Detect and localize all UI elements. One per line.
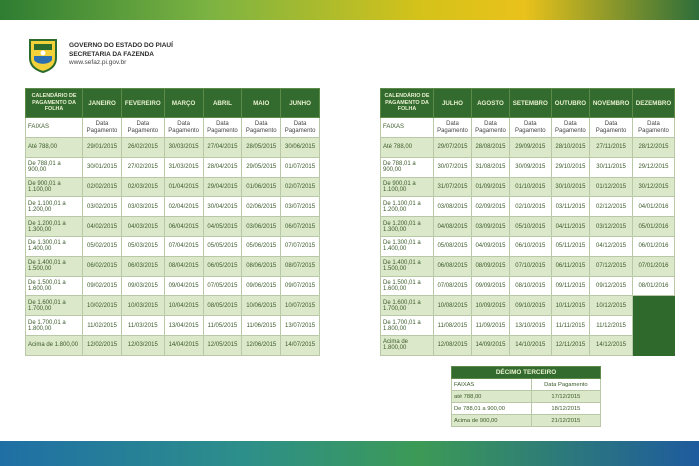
month-header: JULHO — [433, 89, 471, 118]
decimo-terceiro-table — [451, 366, 601, 427]
payment-date: 01/04/2015 — [164, 177, 203, 197]
faixas-header: FAIXAS — [381, 118, 434, 138]
payment-date: 14/12/2015 — [590, 335, 633, 355]
salary-range: Acima de 1.800,00 — [381, 335, 434, 355]
month-header: JUNHO — [281, 89, 320, 118]
calendar-title: CALENDÁRIO DE PAGAMENTO DA FOLHA — [381, 89, 434, 118]
payment-date: 09/07/2015 — [281, 276, 320, 296]
payment-date: 29/12/2015 — [632, 157, 674, 177]
payment-calendar-jul-dec — [380, 88, 675, 356]
payment-date: 11/05/2015 — [203, 316, 242, 336]
payment-date: 09/02/2015 — [83, 276, 122, 296]
website-url: www.sefaz.pi.gov.br — [69, 59, 127, 66]
payment-date: 10/06/2015 — [242, 296, 281, 316]
top-color-band — [0, 0, 699, 20]
table-row — [381, 335, 675, 355]
payment-date: 31/03/2015 — [164, 157, 203, 177]
month-header: JANEIRO — [83, 89, 122, 118]
payment-date: 26/02/2015 — [121, 138, 164, 158]
table-row — [26, 157, 320, 177]
table-row — [26, 296, 320, 316]
date-column-header: Data Pagamento — [281, 118, 320, 138]
salary-range: De 1.100,01 a 1.200,00 — [26, 197, 83, 217]
table-row — [381, 138, 675, 158]
table-row — [381, 276, 675, 296]
table-row — [381, 296, 675, 316]
decimo-faixa: até 788,00 — [452, 391, 532, 403]
payment-date: 10/11/2015 — [551, 296, 590, 316]
payment-date: 27/11/2015 — [590, 138, 633, 158]
payment-date: 28/10/2015 — [551, 138, 590, 158]
payment-date: 29/10/2015 — [551, 157, 590, 177]
payment-date: 07/12/2015 — [590, 256, 633, 276]
payment-date: 01/10/2015 — [509, 177, 551, 197]
payment-date: 04/03/2015 — [121, 217, 164, 237]
month-header: ABRIL — [203, 89, 242, 118]
payment-date: 29/05/2015 — [242, 157, 281, 177]
payment-date: 08/01/2016 — [632, 276, 674, 296]
payment-date: 05/11/2015 — [551, 236, 590, 256]
table-row — [26, 217, 320, 237]
table-row — [381, 217, 675, 237]
payment-date: 06/02/2015 — [83, 256, 122, 276]
salary-range: De 788,01 a 900,00 — [381, 157, 434, 177]
payment-date: 05/05/2015 — [203, 236, 242, 256]
payment-date: 30/04/2015 — [203, 197, 242, 217]
payment-date: 02/02/2015 — [83, 177, 122, 197]
payment-date: 03/07/2015 — [281, 197, 320, 217]
piaui-coat-of-arms-logo — [26, 36, 60, 74]
payment-date: 06/11/2015 — [551, 256, 590, 276]
month-header: OUTUBRO — [551, 89, 590, 118]
date-column-header: Data Pagamento — [433, 118, 471, 138]
table-row — [381, 177, 675, 197]
payment-date: 06/03/2015 — [121, 256, 164, 276]
decimo-faixa: De 788,01 a 900,00 — [452, 403, 532, 415]
table-row — [381, 256, 675, 276]
decimo-date: 18/12/2015 — [531, 403, 600, 415]
table-row — [26, 138, 320, 158]
decimo-title: DÉCIMO TERCEIRO — [452, 367, 601, 379]
date-column-header: Data Pagamento — [83, 118, 122, 138]
table-row — [381, 236, 675, 256]
payment-date: 13/10/2015 — [509, 316, 551, 336]
payment-date: 11/03/2015 — [121, 316, 164, 336]
salary-range: De 1.100,01 a 1.200,00 — [381, 197, 434, 217]
date-column-header: Data Pagamento — [509, 118, 551, 138]
payment-date: 07/08/2015 — [433, 276, 471, 296]
payment-date: 06/05/2015 — [203, 256, 242, 276]
payment-date: 30/09/2015 — [509, 157, 551, 177]
payment-date: 08/05/2015 — [203, 296, 242, 316]
salary-range: De 900,01 a 1.100,00 — [381, 177, 434, 197]
salary-range: De 1.500,01 a 1.600,00 — [381, 276, 434, 296]
salary-range: De 1.200,01 a 1.300,00 — [26, 217, 83, 237]
salary-range: De 1.600,01 a 1.700,00 — [26, 296, 83, 316]
payment-date: 29/01/2015 — [83, 138, 122, 158]
payment-date: 30/07/2015 — [433, 157, 471, 177]
payment-date: 08/07/2015 — [281, 256, 320, 276]
payment-date: 03/03/2015 — [121, 197, 164, 217]
payment-date: 11/06/2015 — [242, 316, 281, 336]
payment-date: 03/12/2015 — [590, 217, 633, 237]
payment-date: 07/07/2015 — [281, 236, 320, 256]
empty-cell — [632, 296, 674, 316]
payment-date: 12/02/2015 — [83, 335, 122, 355]
empty-cell — [632, 335, 674, 355]
decimo-date: 21/12/2015 — [531, 415, 600, 427]
payment-date: 04/02/2015 — [83, 217, 122, 237]
payment-date: 01/12/2015 — [590, 177, 633, 197]
payment-date: 08/06/2015 — [242, 256, 281, 276]
payment-date: 30/03/2015 — [164, 138, 203, 158]
payment-date: 10/04/2015 — [164, 296, 203, 316]
month-header: AGOSTO — [471, 89, 509, 118]
payment-date: 29/04/2015 — [203, 177, 242, 197]
table-row — [26, 197, 320, 217]
payment-date: 29/07/2015 — [433, 138, 471, 158]
payment-date: 10/12/2015 — [590, 296, 633, 316]
payment-date: 04/05/2015 — [203, 217, 242, 237]
payment-date: 03/06/2015 — [242, 217, 281, 237]
decimo-faixas-header: FAIXAS — [452, 379, 532, 391]
payment-date: 07/10/2015 — [509, 256, 551, 276]
payment-date: 14/09/2015 — [471, 335, 509, 355]
payment-date: 09/09/2015 — [471, 276, 509, 296]
payment-date: 31/08/2015 — [471, 157, 509, 177]
decimo-faixa: Acima de 900,00 — [452, 415, 532, 427]
payment-date: 06/07/2015 — [281, 217, 320, 237]
payment-date: 03/08/2015 — [433, 197, 471, 217]
payment-date: 01/07/2015 — [281, 157, 320, 177]
payment-date: 05/10/2015 — [509, 217, 551, 237]
payment-date: 28/04/2015 — [203, 157, 242, 177]
date-column-header: Data Pagamento — [242, 118, 281, 138]
payment-date: 12/06/2015 — [242, 335, 281, 355]
payment-date: 09/12/2015 — [590, 276, 633, 296]
payment-date: 03/09/2015 — [471, 217, 509, 237]
date-column-header: Data Pagamento — [551, 118, 590, 138]
month-header: MARÇO — [164, 89, 203, 118]
payment-date: 02/04/2015 — [164, 197, 203, 217]
payment-date: 04/11/2015 — [551, 217, 590, 237]
payment-date: 14/04/2015 — [164, 335, 203, 355]
payment-date: 30/12/2015 — [632, 177, 674, 197]
table-row — [381, 157, 675, 177]
month-header: NOVEMBRO — [590, 89, 633, 118]
payment-date: 08/10/2015 — [509, 276, 551, 296]
month-header: FEVEREIRO — [121, 89, 164, 118]
payment-date: 04/09/2015 — [471, 236, 509, 256]
payment-date: 29/09/2015 — [509, 138, 551, 158]
table-row — [26, 276, 320, 296]
date-column-header: Data Pagamento — [203, 118, 242, 138]
payment-date: 05/03/2015 — [121, 236, 164, 256]
payment-date: 12/08/2015 — [433, 335, 471, 355]
secretariat-name: SECRETARIA DA FAZENDA — [69, 50, 154, 58]
payment-date: 07/01/2016 — [632, 256, 674, 276]
payment-date: 28/08/2015 — [471, 138, 509, 158]
date-column-header: Data Pagamento — [121, 118, 164, 138]
date-column-header: Data Pagamento — [164, 118, 203, 138]
payment-date: 09/04/2015 — [164, 276, 203, 296]
payment-date: 07/04/2015 — [164, 236, 203, 256]
payment-date: 30/10/2015 — [551, 177, 590, 197]
salary-range: De 788,01 a 900,00 — [26, 157, 83, 177]
payment-date: 05/06/2015 — [242, 236, 281, 256]
payment-date: 10/03/2015 — [121, 296, 164, 316]
salary-range: Acima de 1.800,00 — [26, 335, 83, 355]
payment-date: 06/08/2015 — [433, 256, 471, 276]
payment-date: 09/10/2015 — [509, 296, 551, 316]
salary-range: De 1.500,01 a 1.600,00 — [26, 276, 83, 296]
table-row — [26, 256, 320, 276]
table-row — [26, 236, 320, 256]
payment-date: 14/07/2015 — [281, 335, 320, 355]
payment-date: 28/05/2015 — [242, 138, 281, 158]
payment-date: 14/10/2015 — [509, 335, 551, 355]
payment-date: 07/05/2015 — [203, 276, 242, 296]
month-header: SETEMBRO — [509, 89, 551, 118]
salary-range: De 1.700,01 a 1.800,00 — [26, 316, 83, 336]
payment-date: 02/07/2015 — [281, 177, 320, 197]
payment-date: 01/06/2015 — [242, 177, 281, 197]
payment-date: 06/10/2015 — [509, 236, 551, 256]
payment-date: 08/04/2015 — [164, 256, 203, 276]
payment-date: 10/02/2015 — [83, 296, 122, 316]
payment-date: 02/09/2015 — [471, 197, 509, 217]
payment-date: 27/04/2015 — [203, 138, 242, 158]
salary-range: De 900,01 a 1.100,00 — [26, 177, 83, 197]
table-row — [26, 316, 320, 336]
bottom-color-band — [0, 441, 699, 466]
decimo-date: 17/12/2015 — [531, 391, 600, 403]
salary-range: Até 788,00 — [26, 138, 83, 158]
month-header: DEZEMBRO — [632, 89, 674, 118]
payment-date: 09/03/2015 — [121, 276, 164, 296]
empty-cell — [632, 316, 674, 336]
payment-date: 10/08/2015 — [433, 296, 471, 316]
payment-date: 01/09/2015 — [471, 177, 509, 197]
payment-date: 12/11/2015 — [551, 335, 590, 355]
payment-date: 02/03/2015 — [121, 177, 164, 197]
payment-date: 31/07/2015 — [433, 177, 471, 197]
payment-date: 30/11/2015 — [590, 157, 633, 177]
payment-date: 30/01/2015 — [83, 157, 122, 177]
decimo-date-header: Data Pagamento — [531, 379, 600, 391]
payment-date: 05/01/2016 — [632, 217, 674, 237]
payment-date: 03/02/2015 — [83, 197, 122, 217]
payment-date: 04/12/2015 — [590, 236, 633, 256]
agency-header — [69, 42, 173, 68]
payment-date: 05/08/2015 — [433, 236, 471, 256]
table-row — [381, 316, 675, 336]
payment-date: 06/04/2015 — [164, 217, 203, 237]
payment-date: 04/01/2016 — [632, 197, 674, 217]
date-column-header: Data Pagamento — [632, 118, 674, 138]
payment-date: 02/12/2015 — [590, 197, 633, 217]
date-column-header: Data Pagamento — [590, 118, 633, 138]
payment-date: 10/09/2015 — [471, 296, 509, 316]
payment-date: 10/07/2015 — [281, 296, 320, 316]
payment-date: 30/06/2015 — [281, 138, 320, 158]
salary-range: De 1.700,01 a 1.800,00 — [381, 316, 434, 336]
payment-date: 12/05/2015 — [203, 335, 242, 355]
payment-date: 08/09/2015 — [471, 256, 509, 276]
government-name: GOVERNO DO ESTADO DO PIAUÍ — [69, 42, 173, 49]
payment-date: 09/06/2015 — [242, 276, 281, 296]
payment-date: 02/10/2015 — [509, 197, 551, 217]
payment-date: 13/07/2015 — [281, 316, 320, 336]
payment-date: 11/09/2015 — [471, 316, 509, 336]
salary-range: De 1.200,01 a 1.300,00 — [381, 217, 434, 237]
date-column-header: Data Pagamento — [471, 118, 509, 138]
payment-date: 05/02/2015 — [83, 236, 122, 256]
payment-date: 11/12/2015 — [590, 316, 633, 336]
salary-range: De 1.400,01 a 1.500,00 — [26, 256, 83, 276]
salary-range: De 1.600,01 a 1.700,00 — [381, 296, 434, 316]
payment-date: 11/02/2015 — [83, 316, 122, 336]
salary-range: De 1.300,01 a 1.400,00 — [26, 236, 83, 256]
payment-date: 04/08/2015 — [433, 217, 471, 237]
payment-date: 13/04/2015 — [164, 316, 203, 336]
salary-range: Até 788,00 — [381, 138, 434, 158]
payment-date: 28/12/2015 — [632, 138, 674, 158]
payment-date: 11/11/2015 — [551, 316, 590, 336]
payment-date: 06/01/2016 — [632, 236, 674, 256]
salary-range: De 1.300,01 a 1.400,00 — [381, 236, 434, 256]
table-row — [26, 177, 320, 197]
payment-date: 11/08/2015 — [433, 316, 471, 336]
payment-date: 03/11/2015 — [551, 197, 590, 217]
payment-date: 12/03/2015 — [121, 335, 164, 355]
table-row — [381, 197, 675, 217]
payment-date: 02/06/2015 — [242, 197, 281, 217]
payment-calendar-jan-jun — [25, 88, 320, 356]
table-row — [26, 335, 320, 355]
payment-date: 09/11/2015 — [551, 276, 590, 296]
month-header: MAIO — [242, 89, 281, 118]
salary-range: De 1.400,01 a 1.500,00 — [381, 256, 434, 276]
calendar-title: CALENDÁRIO DE PAGAMENTO DA FOLHA — [26, 89, 83, 118]
payment-date: 27/02/2015 — [121, 157, 164, 177]
faixas-header: FAIXAS — [26, 118, 83, 138]
